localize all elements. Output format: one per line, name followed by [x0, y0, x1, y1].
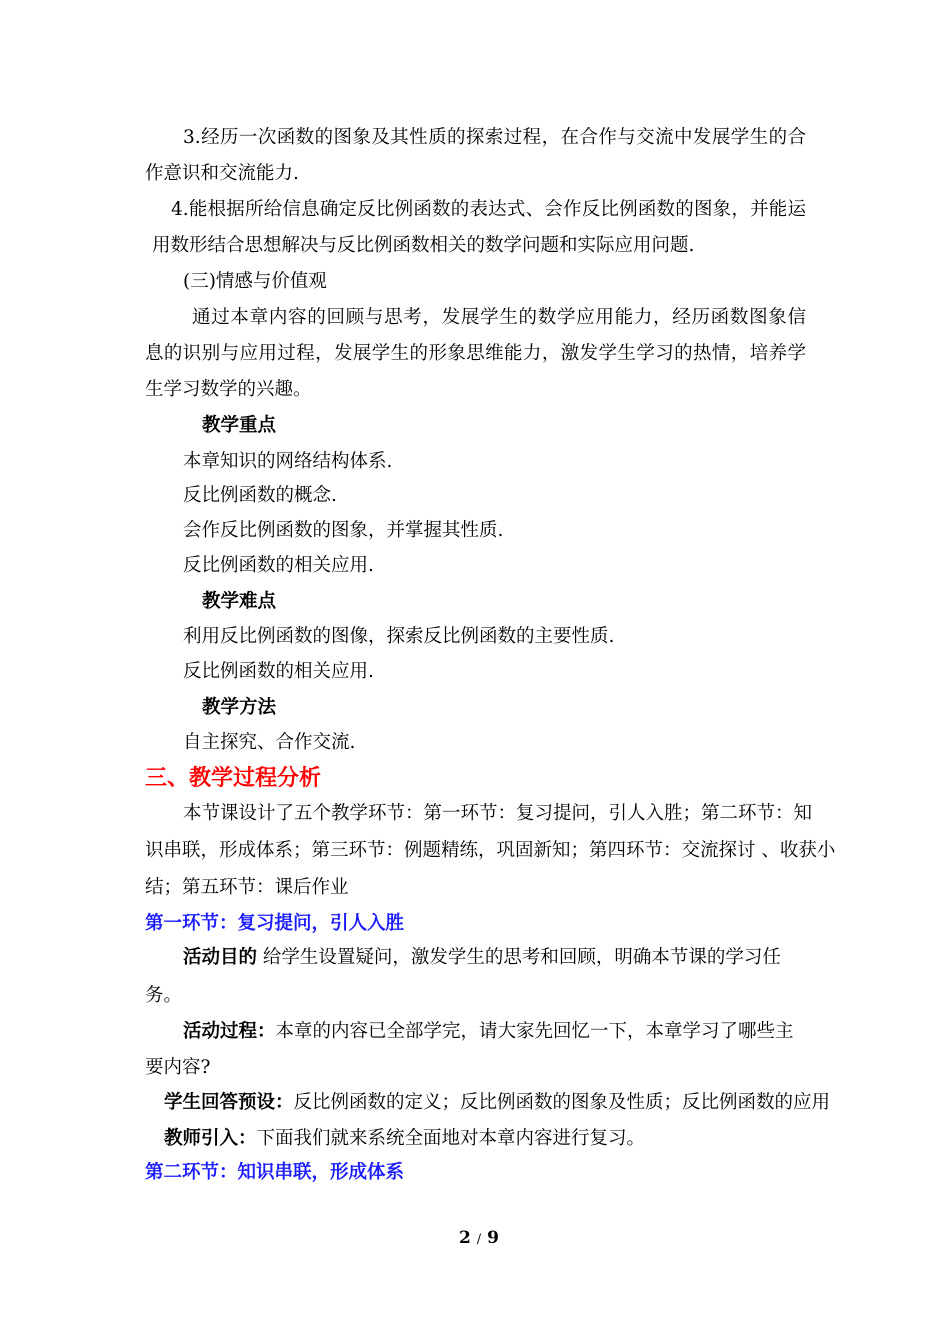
activity-goal-line-1: [183, 946, 781, 970]
student-answer-line: [164, 1091, 830, 1115]
section-1-heading: 第一环节：复习提问，引人入胜: [145, 913, 405, 934]
emotion-heading: (三)情感与价值观: [183, 271, 327, 292]
goal-3-line-1: 3.经历一次函数的图象及其性质的探索过程，在合作与交流中发展学生的合: [183, 127, 806, 148]
key-point-item: 反比例函数的概念.: [183, 485, 337, 506]
activity-goal-line-2: 务。: [145, 985, 183, 1006]
key-points-heading: 教学重点: [202, 415, 277, 436]
difficulty-item: 反比例函数的相关应用.: [183, 661, 374, 682]
key-point-item: 会作反比例函数的图象，并掌握其性质.: [183, 520, 504, 541]
activity-process-text: 本章的内容已全部学完，请大家先回忆一下，本章学习了哪些主: [275, 1021, 794, 1042]
goal-3-line-2: 作意识和交流能力.: [145, 163, 299, 184]
activity-goal-text: 给学生设置疑问，激发学生的思考和回顾，明确本节课的学习任: [257, 947, 781, 968]
total-pages: 9: [487, 1228, 499, 1248]
difficulties-heading: 教学难点: [202, 591, 277, 612]
emotion-line-2: 息的识别与应用过程，发展学生的形象思维能力，激发学生学习的热情，培养学: [145, 343, 806, 364]
goal-4-line-2: 用数形结合思想解决与反比例函数相关的数学问题和实际应用问题.: [152, 235, 695, 256]
key-point-item: 反比例函数的相关应用.: [183, 555, 374, 576]
teacher-intro-label: 教师引入：: [164, 1128, 257, 1149]
process-heading: 三、教学过程分析: [145, 765, 322, 791]
method-item: 自主探究、合作交流.: [183, 732, 356, 753]
methods-heading: 教学方法: [202, 697, 277, 718]
difficulty-item: 利用反比例函数的图像，探索反比例函数的主要性质.: [183, 626, 615, 647]
activity-goal-label: 活动目的: [183, 947, 258, 968]
process-intro-line-3: 结；第五环节：课后作业: [145, 877, 349, 898]
student-answer-text: 反比例函数的定义；反比例函数的图象及性质；反比例函数的应用: [293, 1092, 831, 1113]
process-intro-line-1: 本节课设计了五个教学环节：第一环节：复习提问，引人入胜；第二环节：知: [183, 803, 813, 824]
teacher-intro-text: 下面我们就来系统全面地对本章内容进行复习。: [256, 1128, 646, 1149]
activity-process-label: 活动过程：: [183, 1021, 276, 1042]
page-separator: /: [476, 1232, 482, 1247]
emotion-line-3: 生学习数学的兴趣。: [145, 379, 312, 400]
student-answer-label: 学生回答预设：: [164, 1092, 294, 1113]
emotion-line-1: 通过本章内容的回顾与思考，发展学生的数学应用能力，经历函数图象信: [192, 307, 806, 328]
process-intro-line-2: 识串联，形成体系；第三环节：例题精练，巩固新知；第四环节：交流探讨 、收获小: [145, 840, 836, 861]
section-2-heading: 第二环节：知识串联，形成体系: [145, 1162, 405, 1183]
teacher-intro-line: [164, 1127, 645, 1151]
activity-process-line-1: [183, 1020, 794, 1044]
goal-4-line-1: 4.能根据所给信息确定反比例函数的表达式、会作反比例函数的图象，并能运: [171, 199, 806, 220]
key-point-item: 本章知识的网络结构体系.: [183, 451, 393, 472]
activity-process-line-2: 要内容?: [145, 1057, 211, 1078]
page-number: [459, 1228, 499, 1248]
current-page: 2: [459, 1228, 471, 1248]
